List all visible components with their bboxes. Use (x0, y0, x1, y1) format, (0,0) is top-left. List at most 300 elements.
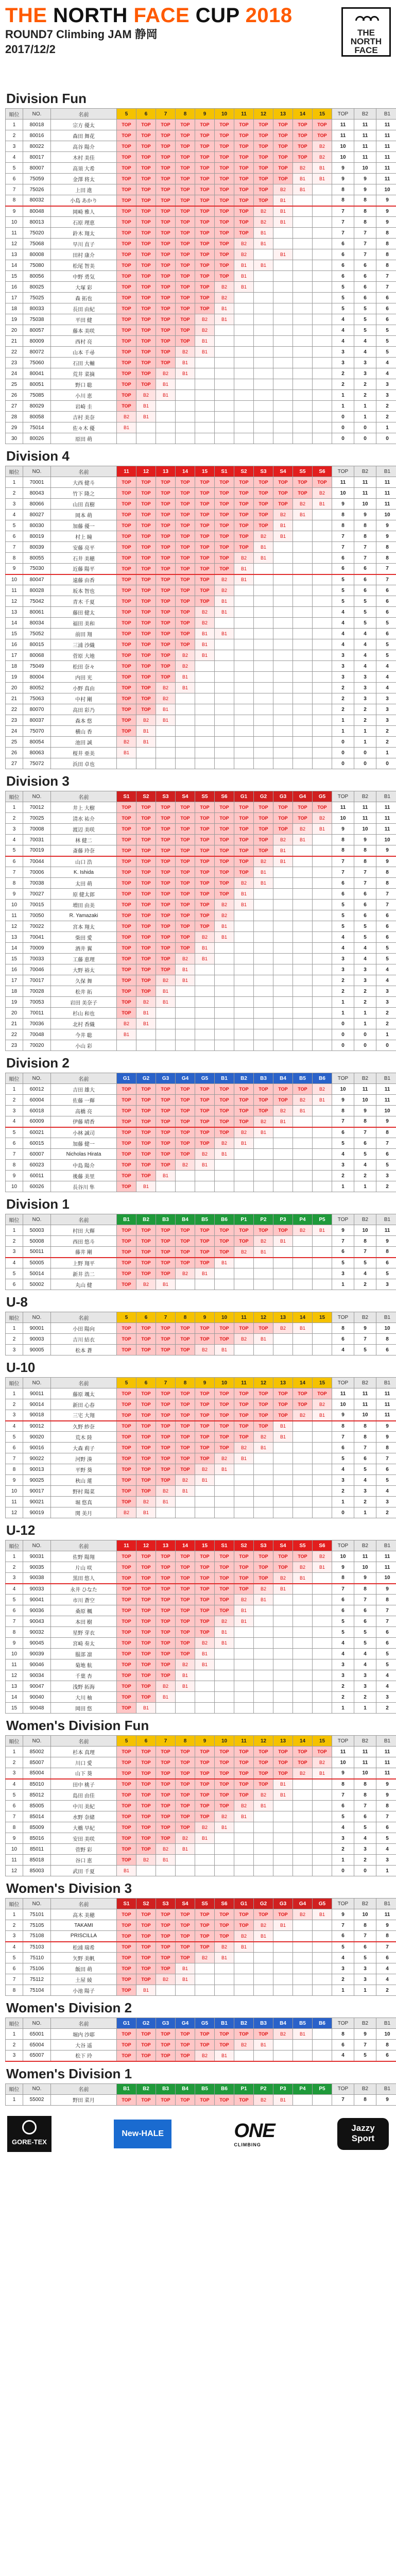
result-cell: TOP (293, 130, 313, 141)
rank-cell: 25 (6, 379, 23, 390)
result-cell: TOP (195, 553, 215, 564)
result-cell: TOP (254, 1410, 273, 1421)
result-cell (313, 422, 332, 433)
result-cell: B1 (313, 1225, 332, 1236)
rank-cell: 8 (6, 1985, 23, 1996)
result-cell (313, 1345, 332, 1355)
name-cell: 小野 真由 (51, 683, 117, 693)
bib-cell: 80022 (23, 141, 51, 152)
b2-count: 4 (354, 336, 376, 347)
result-cell (313, 1605, 332, 1616)
b2-count: 10 (354, 163, 376, 174)
result-cell: TOP (156, 1399, 176, 1410)
result-cell (234, 1029, 254, 1040)
result-cell (313, 1432, 332, 1443)
result-cell: B1 (176, 358, 195, 368)
result-cell: B1 (215, 629, 234, 639)
result-cell (215, 433, 234, 444)
table-row (6, 477, 396, 488)
header-problem: S3 (156, 791, 176, 802)
b2-count: 5 (354, 596, 376, 607)
result-cell (234, 422, 254, 433)
result-cell (234, 1486, 254, 1497)
b2-count: 7 (354, 2040, 376, 2050)
b1-count: 0 (376, 1040, 396, 1051)
result-cell: TOP (117, 141, 136, 152)
result-cell: TOP (156, 1768, 176, 1779)
result-cell (313, 1616, 332, 1627)
bib-cell: 80029 (23, 401, 51, 412)
top-count: 4 (332, 1649, 354, 1659)
result-cell (273, 889, 293, 900)
b2-count: 6 (354, 900, 376, 910)
name-cell: 黒田 悠人 (51, 1573, 117, 1584)
result-cell: TOP (117, 1855, 136, 1866)
table-row (6, 1464, 396, 1475)
result-cell (234, 1627, 254, 1638)
result-cell: TOP (234, 1779, 254, 1790)
result-cell: B1 (254, 553, 273, 564)
result-cell: B2 (234, 1247, 254, 1258)
result-cell: TOP (136, 1345, 156, 1355)
result-cell: B2 (293, 163, 313, 174)
rank-cell: 22 (6, 704, 23, 715)
result-cell: TOP (156, 1833, 176, 1844)
result-cell (273, 975, 293, 986)
name-cell: 千葉 杏 (51, 1670, 117, 1681)
result-cell (313, 574, 332, 585)
result-cell (293, 1670, 313, 1681)
top-count: 5 (332, 1616, 354, 1627)
result-cell: TOP (195, 1453, 215, 1464)
result-cell: B1 (195, 1659, 215, 1670)
result-cell: TOP (117, 401, 136, 412)
result-cell: TOP (215, 260, 234, 271)
result-cell: TOP (117, 1551, 136, 1562)
bib-cell: 80068 (23, 650, 51, 661)
result-cell (234, 1703, 254, 1714)
result-cell (254, 661, 273, 672)
result-cell (234, 715, 254, 726)
result-cell (254, 889, 273, 900)
result-cell: TOP (156, 531, 176, 542)
result-cell: TOP (254, 499, 273, 510)
result-cell (293, 856, 313, 867)
header-problem: 14 (293, 1378, 313, 1388)
header-problem: B5 (195, 1214, 215, 1225)
result-cell (234, 748, 254, 758)
result-cell: B1 (273, 520, 293, 531)
result-cell: TOP (234, 120, 254, 130)
result-cell: TOP (176, 1649, 195, 1659)
result-cell (215, 661, 234, 672)
result-cell (254, 1486, 273, 1497)
result-cell (273, 683, 293, 693)
result-cell: TOP (117, 303, 136, 314)
result-cell: TOP (176, 314, 195, 325)
result-cell: TOP (195, 1399, 215, 1410)
b2-count: 8 (354, 217, 376, 228)
top-count: 4 (332, 607, 354, 618)
result-cell (254, 574, 273, 585)
bib-cell: 70025 (23, 813, 51, 824)
b1-count: 3 (376, 1497, 396, 1507)
b2-count: 2 (354, 1692, 376, 1703)
result-cell: TOP (136, 1116, 156, 1127)
header-problem: 9 (195, 109, 215, 120)
bib-cell: 90047 (23, 1681, 51, 1692)
b2-count: 11 (354, 1747, 376, 1757)
name-cell: 岡本 萌 (51, 510, 117, 520)
result-cell: B1 (254, 1931, 273, 1942)
rank-cell: 6 (6, 1801, 23, 1811)
header-rank: 順位 (6, 109, 23, 120)
b1-count: 2 (376, 1985, 396, 1996)
name-cell: 佐野 陽翔 (51, 1551, 117, 1562)
result-cell: TOP (156, 303, 176, 314)
rank-cell: 7 (6, 1149, 23, 1160)
result-cell (313, 650, 332, 661)
result-cell (254, 932, 273, 943)
b2-count: 11 (354, 1757, 376, 1768)
name-cell: 秋山 蓮 (51, 1475, 117, 1486)
name-cell: 飯田 萌 (51, 1963, 117, 1974)
name-cell: 小山 彩 (51, 1040, 117, 1051)
result-cell: TOP (156, 650, 176, 661)
rank-cell: 14 (6, 618, 23, 629)
result-cell: TOP (195, 900, 215, 910)
result-cell: TOP (156, 1551, 176, 1562)
rank-cell: 2 (6, 1920, 23, 1931)
table-row (6, 683, 396, 693)
result-cell (273, 672, 293, 683)
result-cell (293, 217, 313, 228)
result-cell: TOP (215, 1757, 234, 1768)
result-cell (234, 1464, 254, 1475)
result-cell: TOP (273, 120, 293, 130)
result-cell: TOP (156, 2040, 176, 2050)
header-problem: P2 (254, 2083, 273, 2094)
result-cell: TOP (273, 1747, 293, 1757)
result-cell (195, 433, 215, 444)
result-cell (254, 1953, 273, 1963)
result-cell (293, 412, 313, 422)
result-cell (215, 1497, 234, 1507)
header-problem: B2 (136, 1214, 156, 1225)
b1-count: 7 (376, 900, 396, 910)
result-cell (195, 964, 215, 975)
result-cell: TOP (156, 1160, 176, 1171)
name-cell: 藤本 美咲 (51, 325, 117, 336)
result-cell: B1 (254, 239, 273, 249)
result-cell: TOP (215, 1106, 234, 1116)
result-cell (215, 954, 234, 964)
result-cell (254, 368, 273, 379)
header-problem: S5 (195, 1899, 215, 1909)
header-no: NO. (23, 1378, 51, 1388)
result-cell: TOP (136, 325, 156, 336)
header-problem: B2 (136, 2083, 156, 2094)
result-cell (273, 1844, 293, 1855)
result-cell: B2 (313, 1551, 332, 1562)
top-count: 1 (332, 390, 354, 401)
result-cell: TOP (136, 379, 156, 390)
header-problem: G4 (293, 791, 313, 802)
result-cell (273, 1497, 293, 1507)
result-cell: B1 (176, 1844, 195, 1855)
result-cell: B1 (176, 1486, 195, 1497)
result-cell: B1 (136, 1181, 156, 1192)
name-cell: 藤井 剛 (51, 1247, 117, 1258)
header-problem: G4 (176, 1073, 195, 1084)
result-cell (293, 1334, 313, 1345)
bib-cell: 70027 (23, 889, 51, 900)
result-cell: B1 (156, 986, 176, 997)
result-cell: TOP (195, 835, 215, 845)
result-cell (254, 303, 273, 314)
result-cell (136, 748, 156, 758)
result-cell: TOP (156, 1605, 176, 1616)
rank-cell: 12 (6, 1670, 23, 1681)
result-cell (234, 954, 254, 964)
results-table (5, 2083, 396, 2106)
result-cell: B2 (254, 1116, 273, 1127)
table-row (6, 1681, 396, 1692)
results-table (5, 108, 396, 444)
result-cell: TOP (156, 900, 176, 910)
name-cell: 矢野 美帆 (51, 1953, 117, 1963)
result-cell: TOP (293, 488, 313, 499)
b2-count: 4 (354, 1649, 376, 1659)
bib-cell: 90043 (23, 1616, 51, 1627)
result-cell: TOP (156, 249, 176, 260)
bib-cell: 70033 (23, 954, 51, 964)
result-cell: TOP (156, 1323, 176, 1334)
result-cell: TOP (136, 217, 156, 228)
result-cell (234, 758, 254, 769)
rank-cell: 16 (6, 282, 23, 293)
result-cell: TOP (215, 488, 234, 499)
result-cell: TOP (117, 1605, 136, 1616)
name-cell: 加藤 優一 (51, 520, 117, 531)
result-cell: TOP (176, 1562, 195, 1573)
b1-count: 10 (376, 1323, 396, 1334)
result-cell: TOP (215, 2029, 234, 2040)
result-cell: TOP (176, 531, 195, 542)
top-count: 2 (332, 1692, 354, 1703)
result-cell (313, 531, 332, 542)
result-cell: B2 (195, 314, 215, 325)
result-cell: TOP (156, 1258, 176, 1268)
rank-cell: 9 (6, 889, 23, 900)
result-cell: TOP (136, 596, 156, 607)
result-cell: TOP (156, 1084, 176, 1095)
header-problem: 11 (234, 1736, 254, 1747)
b2-count: 2 (354, 1497, 376, 1507)
result-cell (293, 1659, 313, 1670)
result-cell: B2 (195, 1464, 215, 1475)
b2-count: 11 (354, 1388, 376, 1399)
result-cell (313, 1822, 332, 1833)
header-problem: S4 (176, 1899, 195, 1909)
result-cell: TOP (156, 130, 176, 141)
header-name: 名前 (51, 1540, 117, 1551)
result-cell: TOP (117, 639, 136, 650)
rank-cell: 12 (6, 1866, 23, 1876)
name-cell: 長谷川 隼 (51, 1181, 117, 1192)
top-count: 2 (332, 683, 354, 693)
result-cell: TOP (176, 1323, 195, 1334)
result-cell (293, 1268, 313, 1279)
result-cell (273, 401, 293, 412)
result-cell: TOP (176, 336, 195, 347)
b2-count: 0 (354, 1029, 376, 1040)
bib-cell: 90003 (23, 1334, 51, 1345)
result-cell (313, 1116, 332, 1127)
b2-count: 6 (354, 1942, 376, 1953)
table-header-row (6, 1899, 396, 1909)
result-cell (313, 856, 332, 867)
result-cell: TOP (117, 2029, 136, 2040)
result-cell (313, 2050, 332, 2061)
result-cell (254, 1703, 273, 1714)
result-cell: TOP (234, 1551, 254, 1562)
result-cell (313, 889, 332, 900)
b1-count: 9 (376, 2094, 396, 2105)
name-cell: 佐々木 優 (51, 422, 117, 433)
result-cell (293, 379, 313, 390)
result-cell (254, 1985, 273, 1996)
result-cell (293, 1507, 313, 1518)
result-cell (234, 1019, 254, 1029)
top-count: 6 (332, 553, 354, 564)
table-row (6, 932, 396, 943)
result-cell: TOP (195, 856, 215, 867)
b1-count: 3 (376, 379, 396, 390)
result-cell (313, 1279, 332, 1290)
name-cell: 小池 陽子 (51, 1985, 117, 1996)
bib-cell: 60021 (23, 1127, 51, 1138)
result-cell (313, 607, 332, 618)
result-cell: TOP (136, 336, 156, 347)
name-cell: 木村 美佳 (51, 152, 117, 163)
result-cell (215, 683, 234, 693)
result-cell: TOP (117, 574, 136, 585)
result-cell (313, 1855, 332, 1866)
result-cell (313, 1670, 332, 1681)
result-cell: TOP (195, 1421, 215, 1432)
result-cell (293, 910, 313, 921)
division-section (5, 2000, 391, 2062)
rank-cell: 17 (6, 293, 23, 303)
table-header-row (6, 1073, 396, 1084)
jazzy-sport-logo: Jazzy Sport (337, 2118, 389, 2150)
header-problem: S2 (136, 791, 156, 802)
result-cell: TOP (195, 477, 215, 488)
rank-cell: 7 (6, 1453, 23, 1464)
table-row (6, 1453, 396, 1464)
result-cell (254, 672, 273, 683)
top-count: 1 (332, 1497, 354, 1507)
bib-cell: 65004 (23, 2040, 51, 2050)
b1-count: 7 (376, 1453, 396, 1464)
rank-cell: 13 (6, 607, 23, 618)
table-row (6, 921, 396, 932)
result-cell: TOP (156, 954, 176, 964)
result-cell: TOP (215, 271, 234, 282)
top-count: 0 (332, 737, 354, 748)
b2-count: 5 (354, 1638, 376, 1649)
result-cell (273, 1703, 293, 1714)
bib-cell: 90011 (23, 1388, 51, 1399)
header-problem: B5 (195, 2083, 215, 2094)
result-cell (215, 672, 234, 683)
result-cell: TOP (234, 867, 254, 878)
header-tops: TOP (332, 1312, 354, 1323)
result-cell (273, 1127, 293, 1138)
result-cell: TOP (117, 1258, 136, 1268)
result-cell: B1 (215, 1258, 234, 1268)
header-problem: S3 (254, 466, 273, 477)
b2-count: 7 (354, 553, 376, 564)
result-cell (293, 1475, 313, 1486)
header-problem: 6 (136, 1736, 156, 1747)
result-cell (273, 1486, 293, 1497)
name-cell: 上野 翔平 (51, 1258, 117, 1268)
rank-cell: 2 (6, 488, 23, 499)
bib-cell: 80007 (23, 163, 51, 174)
name-cell: 浜田 卓也 (51, 758, 117, 769)
result-cell: TOP (254, 1225, 273, 1236)
top-count: 0 (332, 1029, 354, 1040)
result-cell: TOP (234, 1573, 254, 1584)
header-no: NO. (23, 791, 51, 802)
header-problem: 8 (176, 1736, 195, 1747)
result-cell: TOP (176, 141, 195, 152)
header-problem: B1 (117, 2083, 136, 2094)
bib-cell: 70041 (23, 932, 51, 943)
b2-count: 2 (354, 1279, 376, 1290)
bib-cell: 85010 (23, 1779, 51, 1790)
table-row (6, 1258, 396, 1268)
result-cell: TOP (136, 845, 156, 856)
rank-cell: 21 (6, 336, 23, 347)
bib-cell: 85009 (23, 1822, 51, 1833)
name-cell: 後藤 美里 (51, 1171, 117, 1181)
result-cell (293, 433, 313, 444)
header-no: NO. (23, 109, 51, 120)
table-row (6, 867, 396, 878)
top-count: 0 (332, 422, 354, 433)
b1-count: 11 (376, 813, 396, 824)
table-row (6, 1822, 396, 1833)
result-cell: TOP (234, 542, 254, 553)
b1-count: 4 (376, 1974, 396, 1985)
result-cell (313, 1833, 332, 1844)
result-cell: B2 (215, 282, 234, 293)
result-cell: TOP (195, 585, 215, 596)
header-problem: B6 (313, 2018, 332, 2029)
result-cell: B2 (293, 824, 313, 835)
result-cell (176, 422, 195, 433)
result-cell: TOP (234, 856, 254, 867)
result-cell: TOP (136, 271, 156, 282)
result-cell: B2 (313, 1757, 332, 1768)
result-cell (273, 1475, 293, 1486)
top-count: 2 (332, 379, 354, 390)
result-cell (313, 1638, 332, 1649)
result-cell: TOP (136, 954, 156, 964)
